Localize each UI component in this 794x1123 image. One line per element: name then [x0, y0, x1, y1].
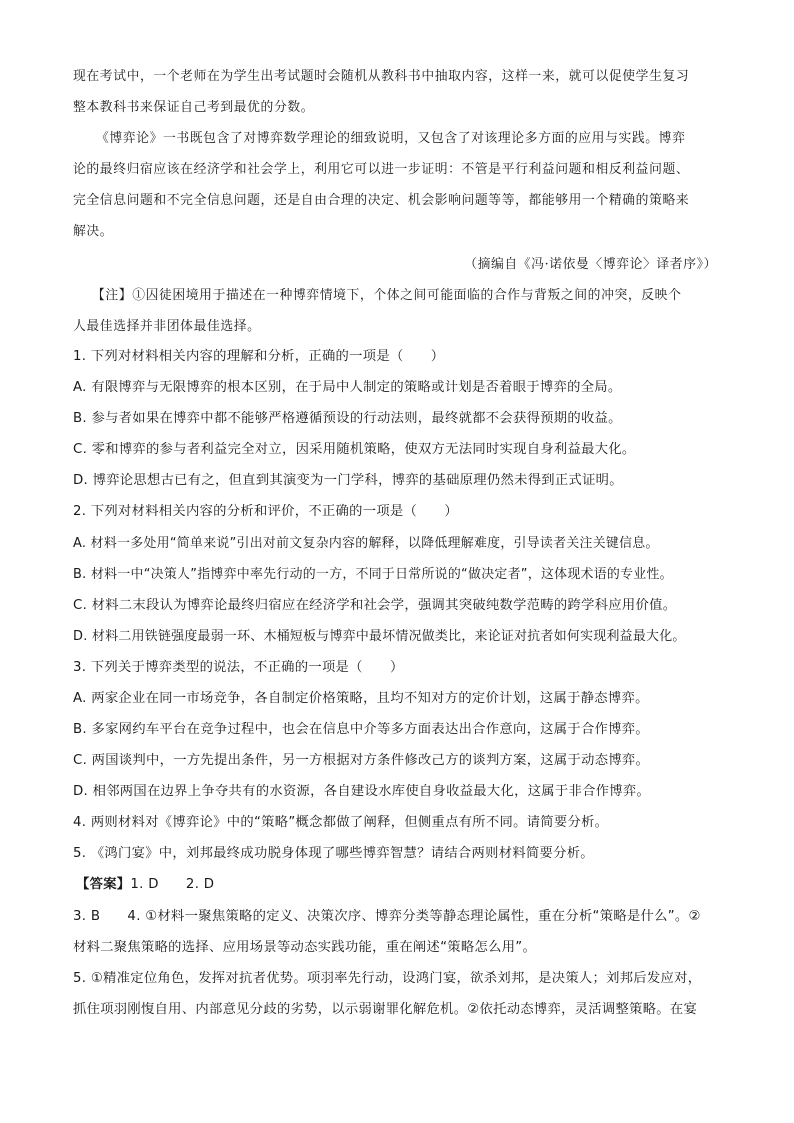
passage-line: 现在考试中，一个老师在为学生出考试题时会随机从教科书中抽取内容，这样一来，就可以促使学生复习 [73, 69, 690, 84]
passage-line: 完全信息问题和不完全信息问题，还是自由合理的决定、机会影响问题等等，都能够用一个精确的策略来 [73, 193, 690, 208]
passage-line: 论的最终归宿应该在经济学和社会学上，利用它可以进一步证明：不管是平行利益问题和相反利益问题、 [73, 162, 690, 177]
question-stem: 1. 下列对材料相关内容的理解和分析，正确的一项是（ ） [73, 349, 445, 364]
question-option: D. 博弈论思想古已有之，但直到其演变为一门学科，博弈的基础原理仍然未得到正式证明。 [73, 473, 623, 488]
answer-line: 材料二聚焦策略的选择、应用场景等动态实践功能，重在阐述“策略怎么用”。 [73, 940, 537, 955]
answer-tag: 【答案】 [76, 877, 131, 892]
question-option: C. 两国谈判中，一方先提出条件，另一方根据对方条件修改己方的谈判方案，这属于动态博弈。 [73, 753, 650, 768]
question-option: B. 材料一中“决策人”指博弈中率先行动的一方，不同于日常所说的“做决定者”，这体现术语的专业性。 [73, 567, 673, 582]
note-line: 人最佳选择并非团体最佳选择。 [73, 319, 261, 334]
note-line: 【注】①囚徒困境用于描述在一种博弈情境下，个体之间可能面临的合作与背叛之间的冲突，反映个 [92, 288, 682, 303]
question-option: A. 材料一多处用“简单来说”引出对前文复杂内容的解释，以降低理解难度，引导读者关注关键信息。 [73, 536, 659, 551]
question-option: A. 两家企业在同一市场竞争，各自制定价格策略，且均不知对方的定价计划，这属于静态博弈。 [73, 691, 649, 706]
question-stem: 2. 下列对材料相关内容的分析和评价，不正确的一项是（ ） [73, 504, 458, 519]
question-option: D. 相邻两国在边界上争夺共有的水资源，各自建设水库使自身收益最大化，这属于非合作博弈。 [73, 784, 651, 799]
answer-text: 1. D 2. D [130, 877, 215, 892]
question-option: C. 材料二末段认为博弈论最终归宿应在经济学和社会学，强调其突破纯数学范畴的跨学科应用价值。 [73, 598, 677, 613]
passage-line: 《博弈论》一书既包含了对博弈数学理论的细致说明，又包含了对该理论多方面的应用与实践。博弈 [96, 131, 686, 146]
answer-line: 抓住项羽刚愎自用、内部意见分歧的劣势，以示弱谢罪化解危机。②依托动态博弈，灵活调整策略。在宴 [73, 1002, 698, 1017]
answer-line: 5. ①精准定位角色，发挥对抗者优势。项羽率先行动，设鸿门宴，欲杀刘邦，是决策人；刘邦后发应对， [73, 971, 702, 986]
question-option: C. 零和博弈的参与者利益完全对立，因采用随机策略，使双方无法同时实现自身利益最大化。 [73, 442, 636, 457]
answer-line [76, 876, 726, 894]
question-stem: 3. 下列关于博弈类型的说法，不正确的一项是（ ） [73, 660, 404, 675]
passage-source: （摘编自《冯·诺依曼〈博弈论〉译者序》） [464, 257, 717, 272]
question-option: B. 参与者如果在博弈中都不能够严格遵循预设的行动法则，最终就都不会获得预期的收益。 [73, 411, 622, 426]
question-option: D. 材料二用铁链强度最弱一环、木桶短板与博弈中最坏情况做类比，来论证对抗者如何实现利益最大化。 [73, 629, 686, 644]
question-option: B. 多家网约车平台在竞争过程中，也会在信息中介等多方面表达出合作意向，这属于合作博弈。 [73, 722, 649, 737]
passage-line: 解决。 [73, 224, 114, 239]
answer-line: 3. B 4. ①材料一聚焦策略的定义、决策次序、博弈分类等静态理论属性，重在分析“策略是什么”。② [73, 909, 701, 924]
question-stem: 4. 两则材料对《博弈论》中的“策略”概念都做了阐释，但侧重点有所不同。请简要分析。 [73, 815, 609, 830]
passage-line: 整本教科书来保证自己考到最优的分数。 [73, 100, 315, 115]
question-option: A. 有限博弈与无限博弈的根本区别，在于局中人制定的策略或计划是否着眼于博弈的全局。 [73, 380, 622, 395]
question-stem: 5. 《鸿门宴》中，刘邦最终成功脱身体现了哪些博弈智慧？请结合两则材料简要分析。 [73, 846, 594, 861]
